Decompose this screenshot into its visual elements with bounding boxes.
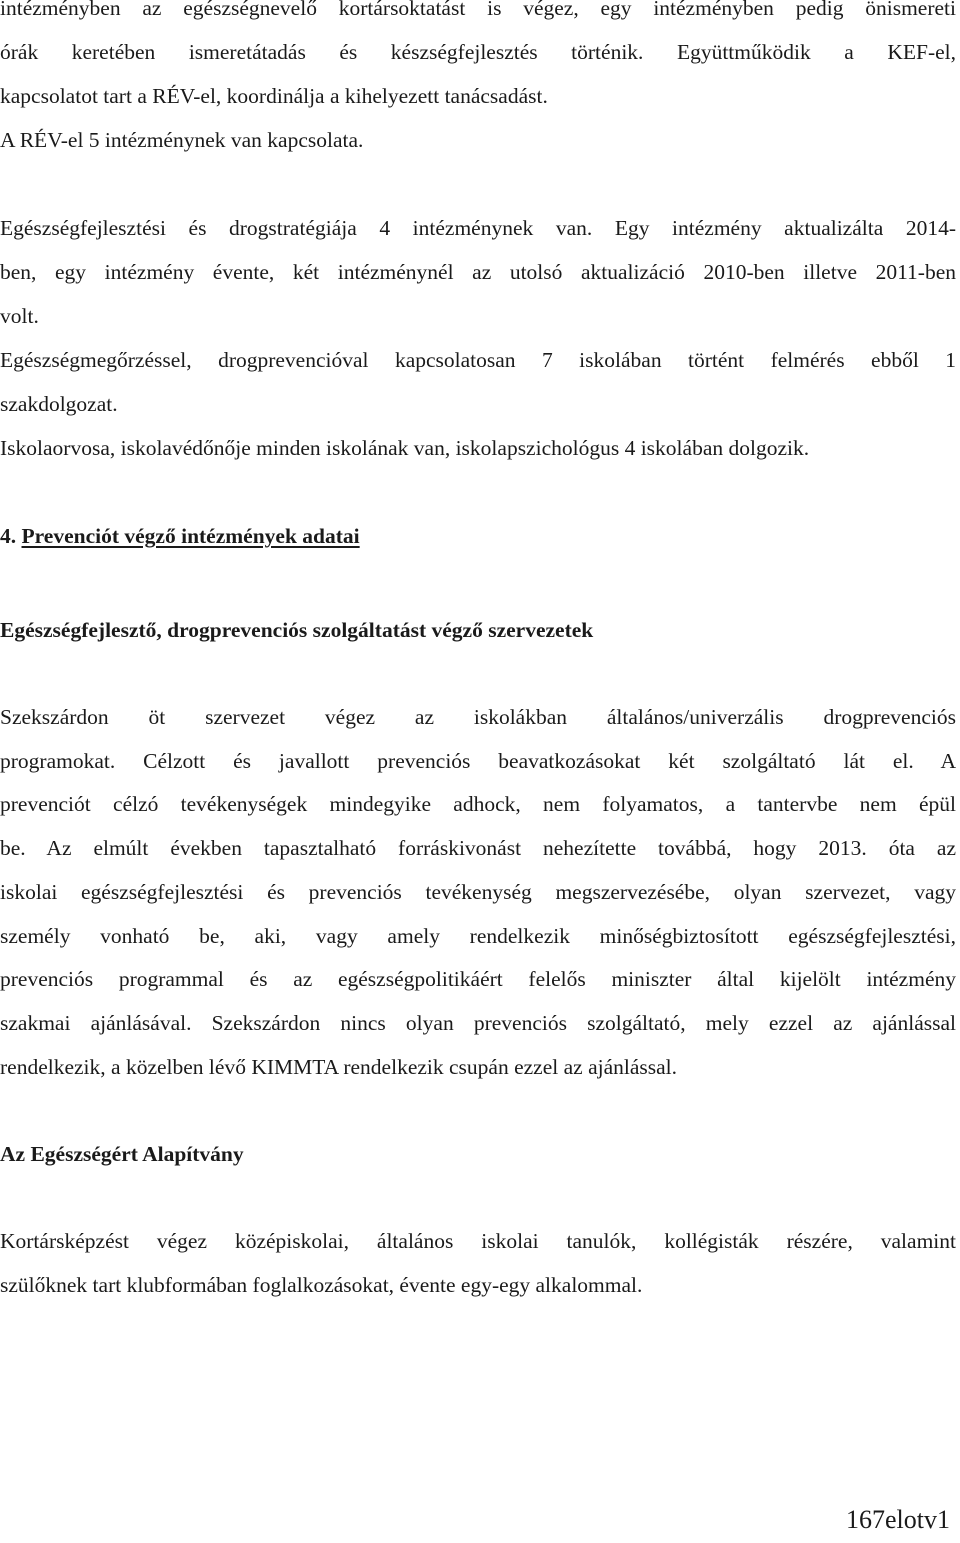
page-footer: 167elotv1 bbox=[846, 1505, 950, 1534]
text-line: személy vonható be, aki, vagy amely rendelkezik minőségbiztosított egészségfejlesztési, bbox=[0, 924, 956, 948]
text-line: Egészségfejlesztési és drogstratégiája 4 intézménynek van. Egy intézmény aktualizálta 2014- bbox=[0, 216, 956, 240]
text-line: szülőknek tart klubformában foglalkozásokat, évente egy-egy alkalommal. bbox=[0, 1273, 643, 1297]
text-line: intézményben az egészségnevelő kortársoktatást is végez, egy intézményben pedig önismereti bbox=[0, 0, 956, 20]
text-line: iskolai egészségfejlesztési és prevenciós tevékenység megszervezésébe, olyan szervezet, vagy bbox=[0, 880, 956, 904]
section-number: 4. bbox=[0, 524, 17, 548]
text-line: kapcsolatot tart a RÉV-el, koordinálja a kihelyezett tanácsadást. bbox=[0, 84, 548, 108]
text-line: szakmai ajánlásával. Szekszárdon nincs olyan prevenciós szolgáltató, mely ezzel az ajánlással bbox=[0, 1011, 956, 1035]
text-line: Iskolaorvosa, iskolavédőnője minden iskolának van, iskolapszichológus 4 iskolában dolgozik. bbox=[0, 436, 810, 460]
text-line: szakdolgozat. bbox=[0, 392, 118, 416]
text-line: A RÉV-el 5 intézménynek van kapcsolata. bbox=[0, 128, 364, 152]
text-line: rendelkezik, a közelben lévő KIMMTA rendelkezik csupán ezzel az ajánlással. bbox=[0, 1055, 678, 1079]
text-line: Egészségmegőrzéssel, drogprevencióval kapcsolatosan 7 iskolában történt felmérés ebből 1 bbox=[0, 348, 956, 372]
text-line: Kortársképzést végez középiskolai, általános iskolai tanulók, kollégisták részére, valamint bbox=[0, 1229, 956, 1253]
text-line: prevenciós programmal és az egészségpolitikáért felelős miniszter által kijelölt intézmény bbox=[0, 967, 956, 991]
text-line: be. Az elmúlt években tapasztalható forráskivonást nehezítette továbbá, hogy 2013. óta az bbox=[0, 836, 956, 860]
section-heading bbox=[0, 514, 360, 558]
section-title: Prevenciót végző intézmények adatai bbox=[21, 524, 360, 548]
subheading-foundation: Az Egészségért Alapítvány bbox=[0, 1142, 244, 1166]
subheading-organizations: Egészségfejlesztő, drogprevenciós szolgáltatást végző szervezetek bbox=[0, 618, 594, 642]
text-line: prevenciót célzó tevékenységek mindegyike adhock, nem folyamatos, a tantervbe nem épül bbox=[0, 792, 956, 816]
text-line: órák keretében ismeretátadás és készségfejlesztés történik. Együttműködik a KEF-el, bbox=[0, 40, 956, 64]
text-line: programokat. Célzott és javallott prevenciós beavatkozásokat két szolgáltató lát el. A bbox=[0, 749, 956, 773]
text-line: volt. bbox=[0, 304, 39, 328]
text-line: Szekszárdon öt szervezet végez az iskolákban általános/univerzális drogprevenciós bbox=[0, 705, 956, 729]
text-line: ben, egy intézmény évente, két intézménynél az utolsó aktualizáció 2010-ben illetve 2011-ben bbox=[0, 260, 956, 284]
